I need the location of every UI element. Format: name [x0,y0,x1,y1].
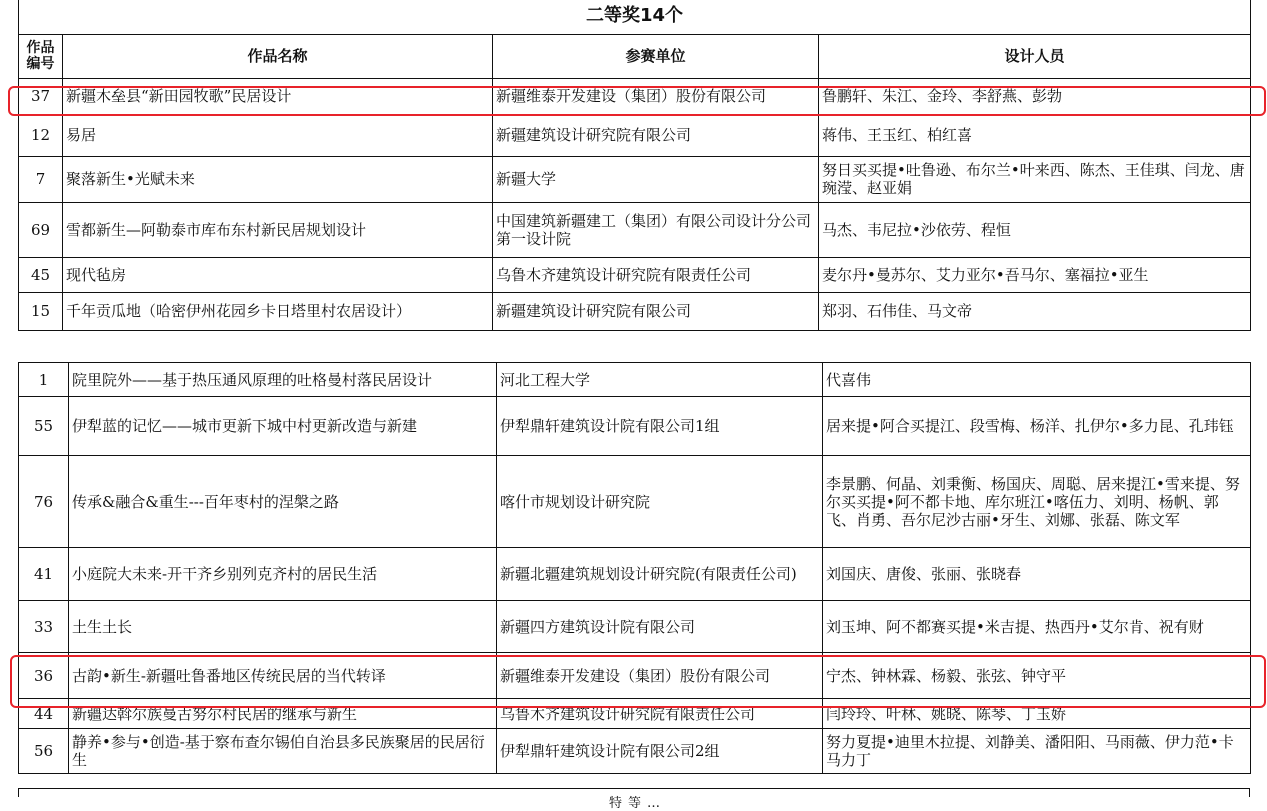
entry-unit: 新疆维泰开发建设（集团）股份有限公司 [493,78,819,114]
entry-unit: 喀什市规划设计研究院 [497,456,823,548]
entry-name: 雪都新生—阿勒泰市库布东村新民居规划设计 [63,202,493,257]
entry-unit: 河北工程大学 [497,363,823,397]
entry-name: 伊犁蓝的记忆——城市更新下城中村更新改造与新建 [69,397,497,456]
entry-name: 土生土长 [69,601,497,653]
header-designers: 设计人员 [819,34,1251,78]
entry-designers: 闫玲玲、叶林、姚晓、陈琴、丁玉娇 [823,699,1251,729]
table-row [19,699,1251,729]
entry-unit: 中国建筑新疆建工（集团）有限公司设计分公司第一设计院 [493,202,819,257]
entry-unit: 新疆建筑设计研究院有限公司 [493,114,819,156]
entry-designers: 蒋伟、王玉红、柏红喜 [819,114,1251,156]
entry-designers: 鲁鹏轩、朱江、金玲、李舒燕、彭勃 [819,78,1251,114]
entry-designers: 宁杰、钟林霖、杨毅、张弦、钟守平 [823,653,1251,699]
entry-name: 新疆木垒县“新田园牧歌”民居设计 [63,78,493,114]
table-row [19,156,1251,202]
entry-designers: 刘玉坤、阿不都赛买提•米吉提、热西丹•艾尔肯、祝有财 [823,601,1251,653]
entry-unit: 新疆建筑设计研究院有限公司 [493,292,819,330]
next-section-stub [18,788,1250,811]
entry-unit: 伊犁鼎轩建筑设计院有限公司1组 [497,397,823,456]
entry-id: 45 [19,257,63,292]
table-row [19,653,1251,699]
entry-designers: 郑羽、石伟佳、马文帝 [819,292,1251,330]
table-row [19,548,1251,601]
table-row [19,601,1251,653]
entry-designers: 居来提•阿合买提江、段雪梅、杨洋、扎伊尔•多力昆、孔玮钰 [823,397,1251,456]
entry-id: 41 [19,548,69,601]
award-table-part2 [18,362,1251,774]
entry-designers: 努日买买提•吐鲁逊、布尔兰•叶来西、陈杰、王佳琪、闫龙、唐琬滢、赵亚娟 [819,156,1251,202]
entry-id: 7 [19,156,63,202]
entry-unit: 乌鲁木齐建筑设计研究院有限责任公司 [497,699,823,729]
entry-designers: 麦尔丹•曼苏尔、艾力亚尔•吾马尔、塞福拉•亚生 [819,257,1251,292]
header-unit: 参赛单位 [493,34,819,78]
table-row [19,456,1251,548]
entry-name: 传承&融合&重生---百年枣村的涅槃之路 [69,456,497,548]
entry-unit: 新疆北疆建筑规划设计研究院(有限责任公司) [497,548,823,601]
entry-name: 静养•参与•创造-基于察布查尔锡伯自治县多民族聚居的民居衍生 [69,729,497,774]
entry-id: 76 [19,456,69,548]
entry-designers: 代喜伟 [823,363,1251,397]
table-row [19,257,1251,292]
entry-designers: 刘国庆、唐俊、张丽、张晓春 [823,548,1251,601]
entry-id: 55 [19,397,69,456]
entry-name: 新疆达斡尔族曼古努尔村民居的继承与新生 [69,699,497,729]
entry-id: 69 [19,202,63,257]
entry-name: 易居 [63,114,493,156]
header-name: 作品名称 [63,34,493,78]
entry-unit: 伊犁鼎轩建筑设计院有限公司2组 [497,729,823,774]
entry-unit: 新疆大学 [493,156,819,202]
entry-id: 12 [19,114,63,156]
entry-unit: 新疆维泰开发建设（集团）股份有限公司 [497,653,823,699]
entry-name: 现代毡房 [63,257,493,292]
table-row [19,292,1251,330]
table-row [19,729,1251,774]
entry-name: 小庭院大未来-开干齐乡别列克齐村的居民生活 [69,548,497,601]
entry-name: 院里院外——基于热压通风原理的吐格曼村落民居设计 [69,363,497,397]
section-title: 二等奖14个 [19,0,1251,34]
entry-id: 56 [19,729,69,774]
entry-id: 37 [19,78,63,114]
entry-unit: 乌鲁木齐建筑设计研究院有限责任公司 [493,257,819,292]
table-row [19,114,1251,156]
table-row [19,78,1251,114]
entry-id: 33 [19,601,69,653]
entry-name: 古韵•新生-新疆吐鲁番地区传统民居的当代转译 [69,653,497,699]
table-row [19,397,1251,456]
entry-id: 44 [19,699,69,729]
header-id-line2: 编号 [26,56,55,72]
award-table-part1 [18,0,1251,331]
header-id-line1: 作品 [26,40,55,56]
entry-id: 36 [19,653,69,699]
entry-id: 1 [19,363,69,397]
table-row [19,363,1251,397]
entry-name: 千年贡瓜地（哈密伊州花园乡卡日塔里村农居设计） [63,292,493,330]
next-section-title-fragment: 特等… [609,796,667,811]
entry-id: 15 [19,292,63,330]
header-id [19,34,63,78]
entry-designers: 马杰、韦尼拉•沙依劳、程恒 [819,202,1251,257]
table-row [19,202,1251,257]
entry-designers: 李景鹏、何晶、刘秉衡、杨国庆、周聪、居来提江•雪来提、努尔买买提•阿不都卡地、库尔班江•喀伍力、刘明、杨帆、郭飞、肖勇、吾尔尼沙古丽•牙生、刘娜、张磊、陈文军 [823,456,1251,548]
entry-unit: 新疆四方建筑设计院有限公司 [497,601,823,653]
entry-name: 聚落新生•光赋未来 [63,156,493,202]
entry-designers: 努力夏提•迪里木拉提、刘静美、潘阳阳、马雨薇、伊力范•卡马力丁 [823,729,1251,774]
